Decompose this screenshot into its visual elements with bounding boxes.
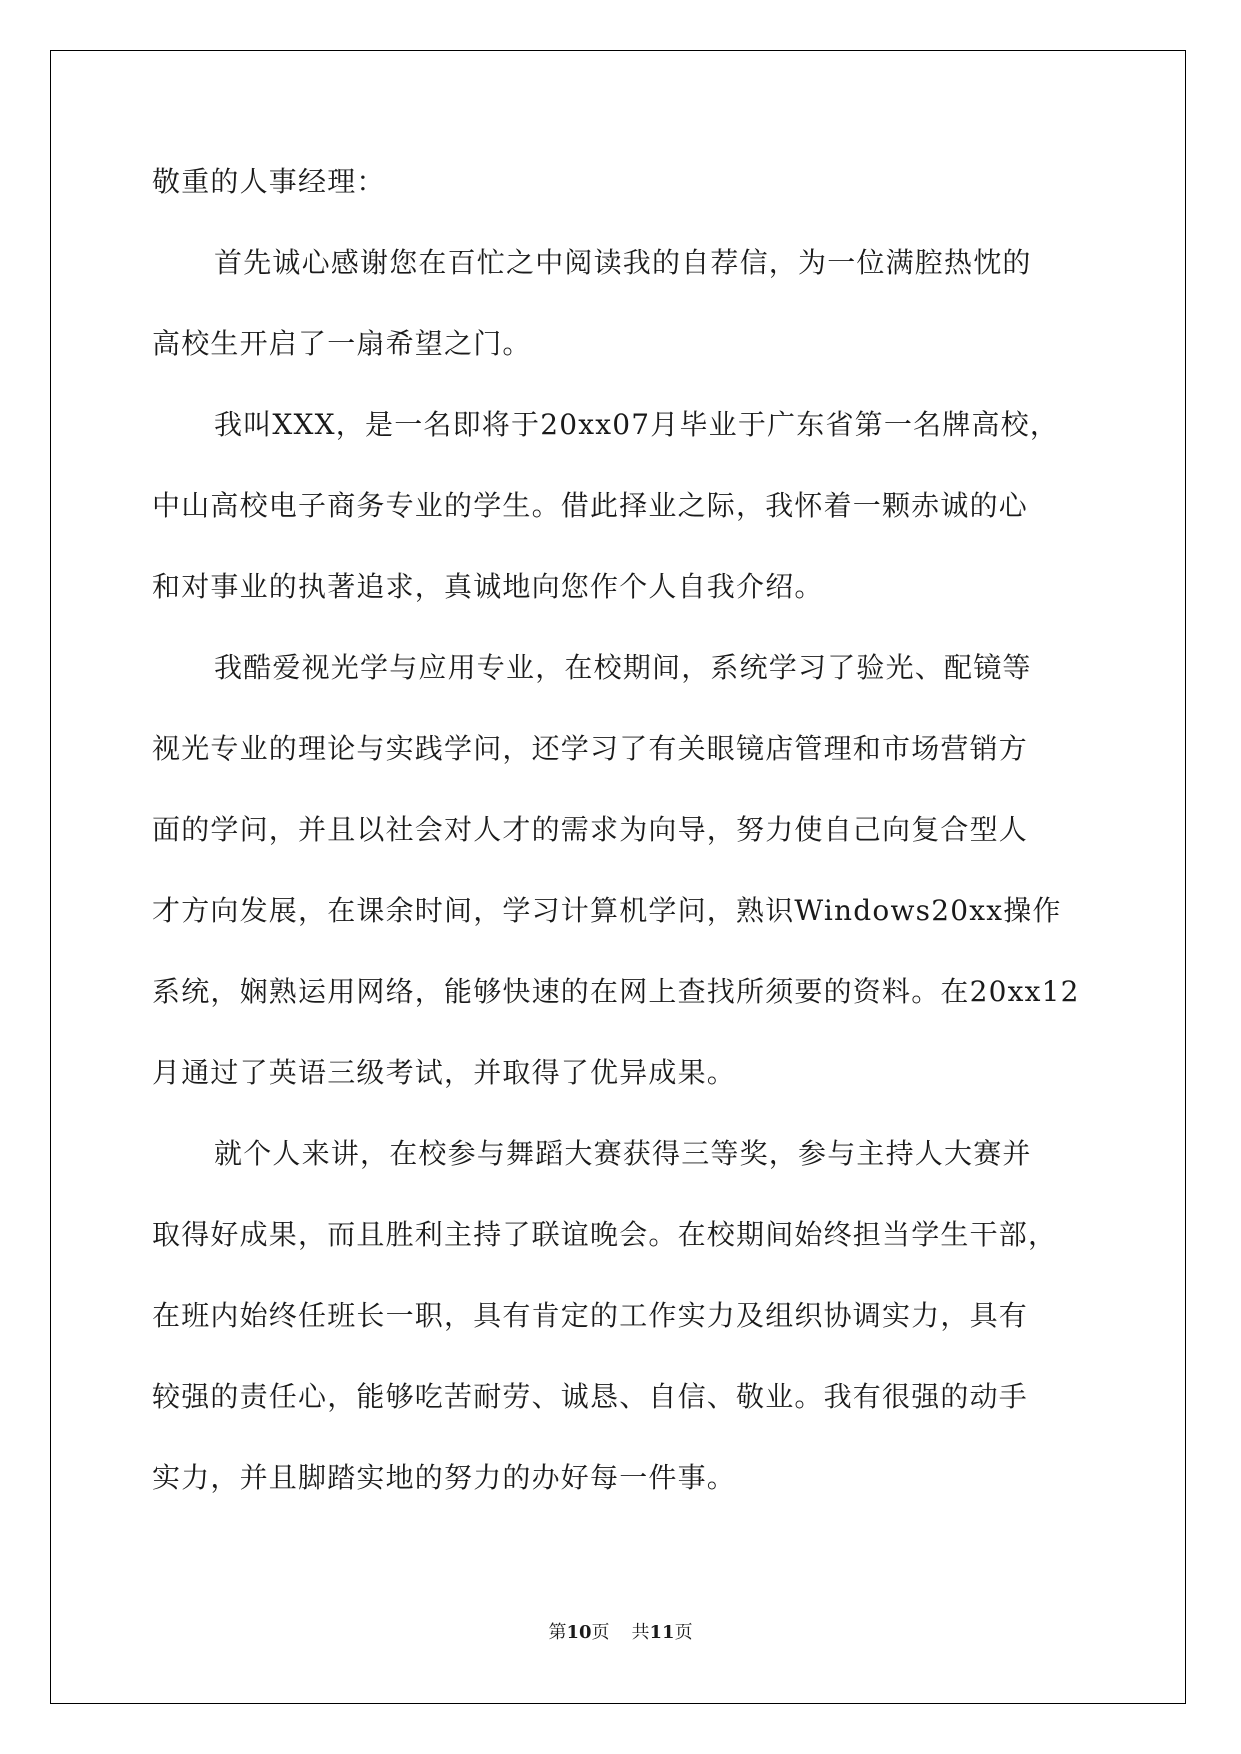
- paragraph-line: 较强的责任心，能够吃苦耐劳、诚恳、自信、敬业。我有很强的动手: [152, 1380, 1029, 1413]
- total-suffix: 页: [674, 1622, 693, 1643]
- page-suffix: 页: [591, 1622, 610, 1643]
- paragraph-line: 中山高校电子商务专业的学生。借此择业之际，我怀着一颗赤诚的心: [152, 489, 1029, 522]
- total-page-number: 11: [649, 1622, 675, 1643]
- paragraph-line: 面的学问，并且以社会对人才的需求为向导，努力使自己向复合型人: [152, 813, 1029, 846]
- paragraph-line: 月通过了英语三级考试，并取得了优异成果。: [152, 1056, 737, 1089]
- letter-body: [152, 164, 1092, 1541]
- paragraph-line: 我叫XXX，是一名即将于20xx07月毕业于广东省第一名牌高校，: [214, 408, 1060, 441]
- total-prefix: 共: [631, 1622, 650, 1643]
- paragraph-line: 取得好成果，而且胜利主持了联谊晚会。在校期间始终担当学生干部，: [152, 1218, 1058, 1251]
- paragraph-line: 系统，娴熟运用网络，能够快速的在网上查找所须要的资料。在20xx12: [152, 975, 1080, 1008]
- current-page-number: 10: [566, 1622, 592, 1643]
- paragraph-line: 视光专业的理论与实践学问，还学习了有关眼镜店管理和市场营销方: [152, 732, 1029, 765]
- paragraph-line: 首先诚心感谢您在百忙之中阅读我的自荐信，为一位满腔热忱的: [214, 246, 1032, 279]
- paragraph-line: 高校生开启了一扇希望之门。: [152, 327, 532, 360]
- salutation: 敬重的人事经理：: [152, 165, 386, 198]
- paragraph-line: 我酷爱视光学与应用专业，在校期间，系统学习了验光、配镜等: [214, 651, 1032, 684]
- paragraph-line: 和对事业的执著追求，真诚地向您作个人自我介绍。: [152, 570, 824, 603]
- paragraph-line: 就个人来讲，在校参与舞蹈大赛获得三等奖，参与主持人大赛并: [214, 1137, 1032, 1170]
- paragraph-line: 才方向发展，在课余时间，学习计算机学问，熟识Windows20xx操作: [152, 894, 1062, 927]
- paragraph-line: 实力，并且脚踏实地的努力的办好每一件事。: [152, 1461, 737, 1494]
- page-prefix: 第: [548, 1622, 567, 1643]
- page-footer: [0, 1618, 1241, 1644]
- paragraph-line: 在班内始终任班长一职，具有肯定的工作实力及组织协调实力，具有: [152, 1299, 1029, 1332]
